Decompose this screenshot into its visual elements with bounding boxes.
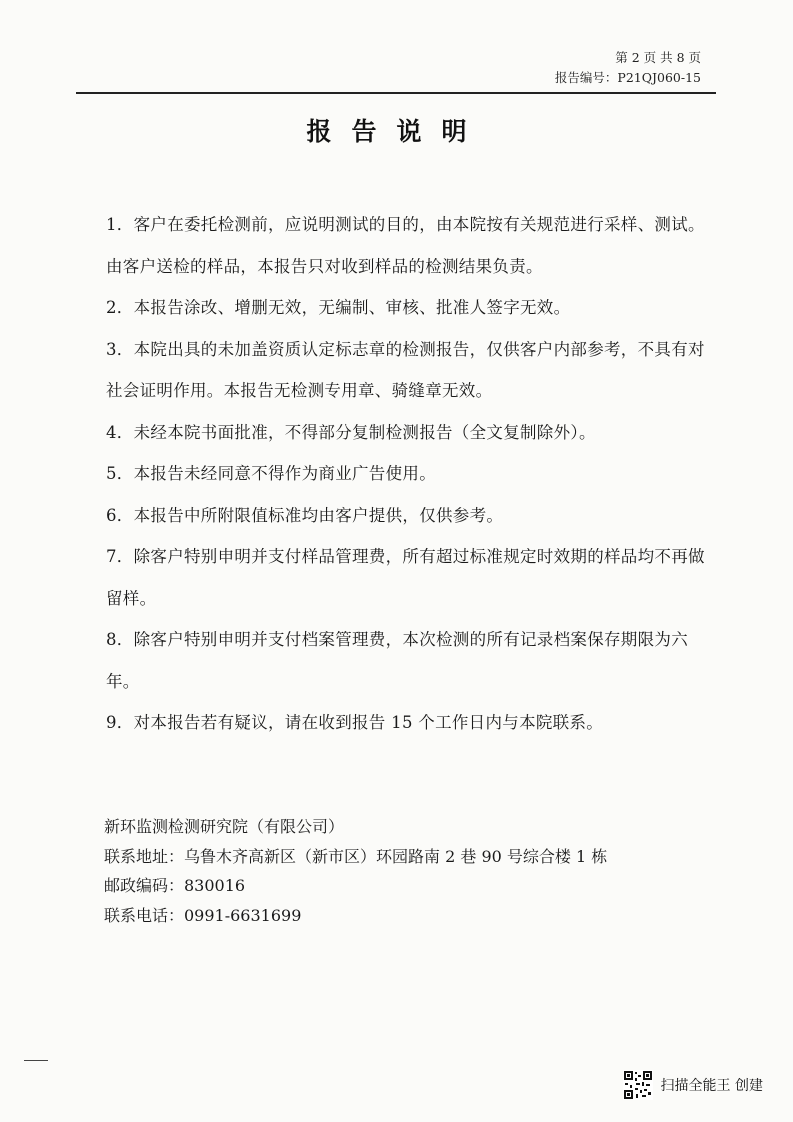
- note-item-7: 7．除客户特别申明并支付样品管理费，所有超过标准规定时效期的样品均不再做留样。: [106, 547, 705, 608]
- notes-list: [106, 204, 710, 744]
- qr-code-icon: [623, 1070, 653, 1100]
- institute-name: 新环监测检测研究院（有限公司）: [104, 817, 345, 836]
- contact-phone: 联系电话：0991-6631699: [104, 905, 302, 925]
- note-item-2: 2．本报告涂改、增删无效，无编制、审核、批准人签字无效。: [106, 298, 571, 317]
- scan-edge-mark: [24, 1060, 48, 1061]
- note-item-4: 4．未经本院书面批准，不得部分复制检测报告（全文复制除外）。: [106, 422, 596, 442]
- note-item-9: 9．对本报告若有疑议，请在收到报告 15 个工作日内与本院联系。: [106, 713, 604, 732]
- note-item-8: 8．除客户特别申明并支付档案管理费，本次检测的所有记录档案保存期限为六年。: [106, 630, 688, 691]
- contact-block: [104, 812, 607, 930]
- note-item-1: 1．客户在委托检测前，应说明测试的目的，由本院按有关规范进行采样、测试。由客户送检的样品，本报告只对收到样品的检测结果负责。: [106, 215, 705, 276]
- page-title: 报告说明: [306, 117, 487, 146]
- note-item-6: 6．本报告中所附限值标准均由客户提供，仅供参考。: [106, 505, 504, 525]
- note-item-5: 5．本报告未经同意不得作为商业广告使用。: [106, 464, 436, 483]
- page-indicator: 第 2 页 共 8 页: [615, 50, 701, 65]
- header-info: [555, 48, 701, 88]
- contact-address: 联系地址：乌鲁木齐高新区（新市区）环园路南 2 巷 90 号综合楼 1 栋: [104, 846, 608, 866]
- scan-watermark: [623, 1070, 763, 1100]
- contact-postcode: 邮政编码：830016: [104, 876, 246, 895]
- report-number: 报告编号：P21QJ060-15: [554, 70, 701, 85]
- header-divider: [76, 92, 716, 94]
- note-item-3: 3．本院出具的未加盖资质认定标志章的检测报告，仅供客户内部参考，不具有对社会证明作用。本报告无检测专用章、骑缝章无效。: [106, 339, 705, 400]
- scan-watermark-text: 扫描全能王 创建: [660, 1078, 763, 1094]
